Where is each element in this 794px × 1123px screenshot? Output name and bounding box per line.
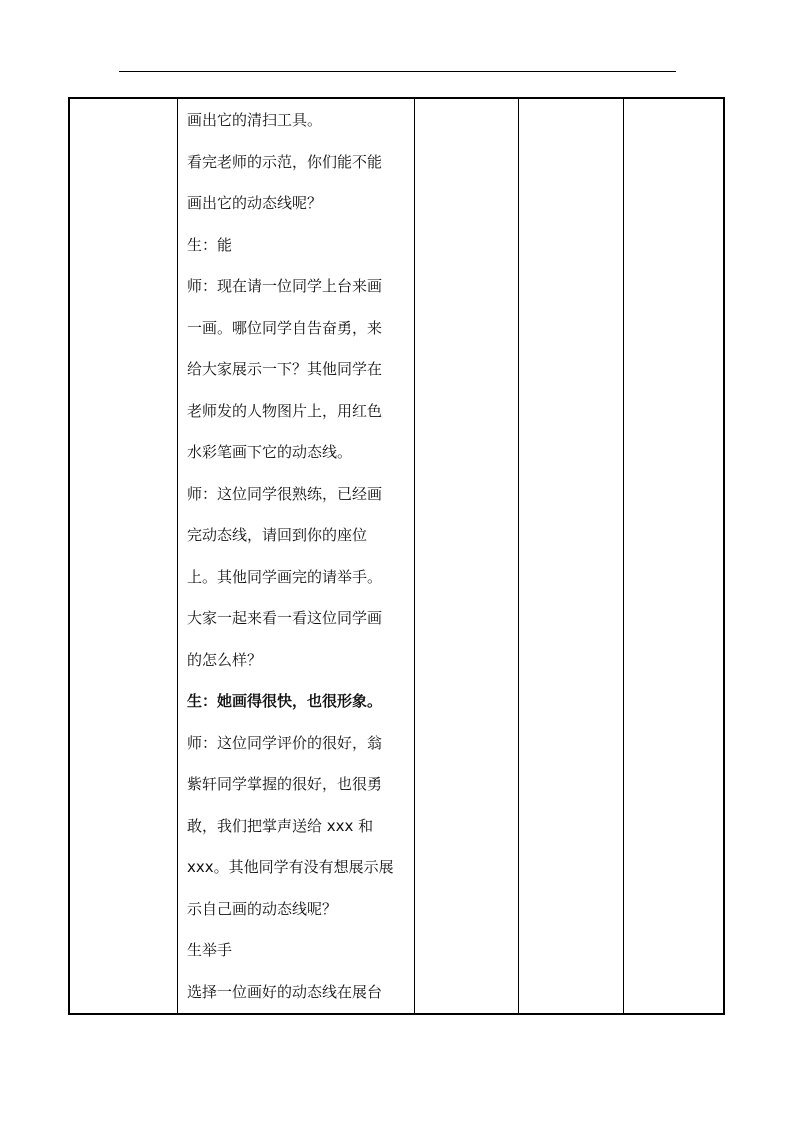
content-line: 水彩笔画下它的动态线。 xyxy=(187,443,353,461)
table-column-1 xyxy=(70,99,178,1013)
content-line: 示自己画的动态线呢？ xyxy=(187,899,338,918)
content-line: 画出它的动态线呢？ xyxy=(187,194,323,212)
content-line: 上。其他同学画完的请举手。 xyxy=(187,567,383,586)
content-line: 画出它的清扫工具。 xyxy=(187,111,323,129)
content-line: 老师发的人物图片上，用红色 xyxy=(187,401,383,420)
content-line: 师：这位同学很熟练，已经画 xyxy=(187,484,383,503)
lesson-table xyxy=(68,97,725,1015)
content-line: 敢，我们把掌声送给 xxx 和 xyxy=(187,816,374,835)
lesson-content xyxy=(187,110,409,1023)
content-line: 师：现在请一位同学上台来画 xyxy=(187,277,383,295)
content-line: 的怎么样？ xyxy=(187,650,263,669)
header-rule xyxy=(119,71,676,72)
table-column-4 xyxy=(519,99,624,1013)
content-line: 大家一起来看一看这位同学画 xyxy=(187,609,383,627)
content-line: 一画。哪位同学自告奋勇，来 xyxy=(187,318,383,337)
content-line: 选择一位画好的动态线在展台 xyxy=(187,982,383,1001)
content-line: 完动态线，请回到你的座位 xyxy=(187,526,368,544)
content-line: 生：能 xyxy=(187,235,233,254)
content-line: 师：这位同学评价的很好，翁 xyxy=(187,733,383,752)
content-line: xxx。其他同学有没有想展示展 xyxy=(187,858,394,876)
content-line: 紫轩同学掌握的很好，也很勇 xyxy=(187,775,383,793)
content-line: 给大家展示一下？其他同学在 xyxy=(187,360,383,378)
content-line: 看完老师的示范，你们能不能 xyxy=(187,152,383,171)
table-column-5 xyxy=(624,99,723,1013)
content-line: 生举手 xyxy=(187,941,233,959)
content-line: 生：她画得很快，也很形象。 xyxy=(187,692,383,710)
table-column-3 xyxy=(415,99,519,1013)
